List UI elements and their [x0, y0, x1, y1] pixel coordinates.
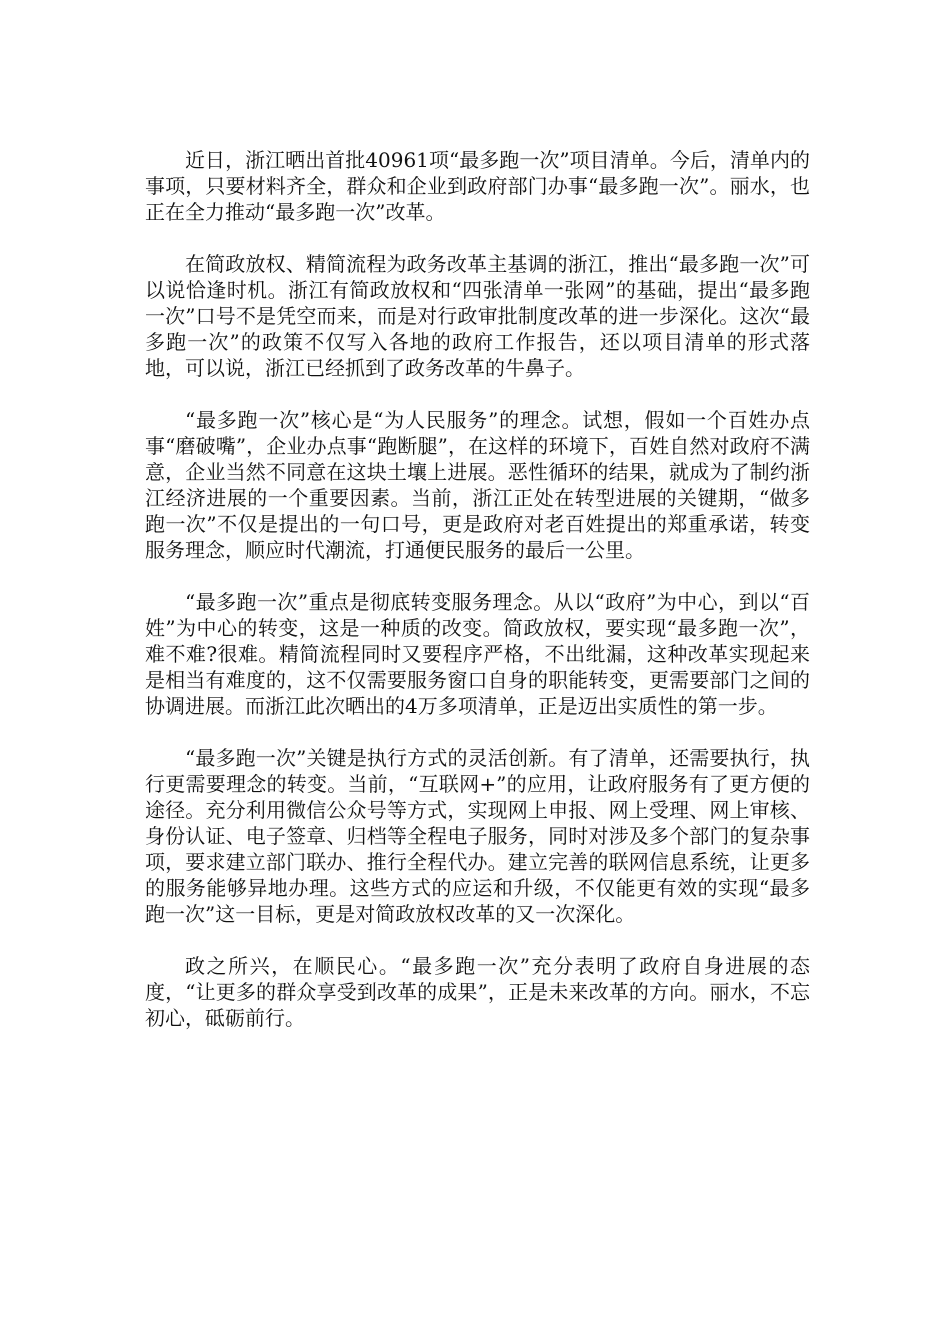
- article-body: [145, 147, 810, 1057]
- paragraph-5: “最多跑一次”关键是执行方式的灵活创新。有了清单，还需要执行，执行更需要理念的转变。当前，“互联网+”的应用，让政府服务有了更方便的途径。充分利用微信公众号等方式，实现网上申报、网上受理、网上审核、身份认证、电子签章、归档等全程电子服务，同时对涉及多个部门的复杂事项，要求建立部门联办、推行全程代办。建立完善的联网信息系统，让更多的服务能够异地办理。这些方式的应运和升级，不仅能更有效的实现“最多跑一次”这一目标，更是对简政放权改革的又一次深化。: [145, 746, 810, 926]
- paragraph-6: 政之所兴，在顺民心。“最多跑一次”充分表明了政府自身进展的态度，“让更多的群众享受到改革的成果”，正是未来改革的方向。丽水，不忘初心，砥砺前行。: [145, 954, 810, 1030]
- paragraph-3: “最多跑一次”核心是“为人民服务”的理念。试想，假如一个百姓办点事“磨破嘴”，企业办点事“跑断腿”，在这样的环境下，百姓自然对政府不满意，企业当然不同意在这块土壤上进展。恶性循环的结果，就成为了制约浙江经济进展的一个重要因素。当前，浙江正处在转型进展的关键期，“做多跑一次”不仅是提出的一句口号，更是政府对老百姓提出的郑重承诺，转变服务理念，顺应时代潮流，打通便民服务的最后一公里。: [145, 408, 810, 562]
- paragraph-2: 在简政放权、精简流程为政务改革主基调的浙江，推出“最多跑一次”可以说恰逢时机。浙江有简政放权和“四张清单一张网”的基础，提出“最多跑一次”口号不是凭空而来，而是对行政审批制度改革的进一步深化。这次“最多跑一次”的政策不仅写入各地的政府工作报告，还以项目清单的形式落地，可以说，浙江已经抓到了政务改革的牛鼻子。: [145, 252, 810, 380]
- paragraph-4: “最多跑一次”重点是彻底转变服务理念。从以“政府”为中心，到以“百姓”为中心的转变，这是一种质的改变。简政放权，要实现“最多跑一次”，难不难?很难。精简流程同时又要程序严格，不出纰漏，这种改革实现起来是相当有难度的，这不仅需要服务窗口自身的职能转变，更需要部门之间的协调进展。而浙江此次晒出的4万多项清单，正是迈出实质性的第一步。: [145, 590, 810, 718]
- paragraph-1: 近日，浙江晒出首批40961项“最多跑一次”项目清单。今后，清单内的事项，只要材料齐全，群众和企业到政府部门办事“最多跑一次”。丽水，也正在全力推动“最多跑一次”改革。: [145, 148, 810, 224]
